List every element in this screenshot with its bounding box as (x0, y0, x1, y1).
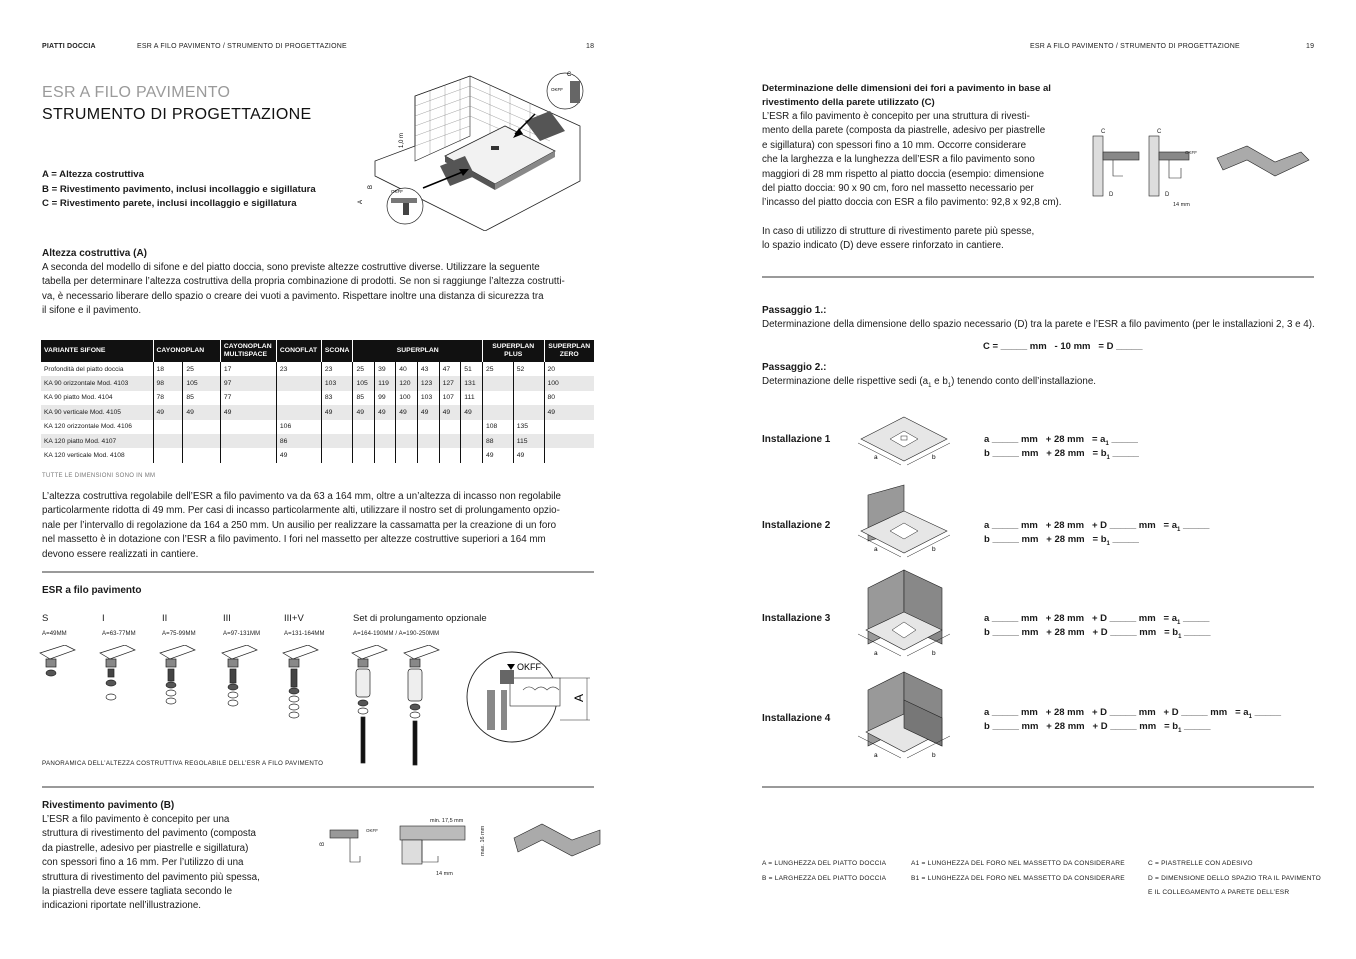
table-row-label: KA 90 piatto Mod. 4104 (41, 391, 153, 405)
text-line: mento della parete (composta da piastrelle, adesivo per piastrelle (762, 125, 1046, 137)
installazione-label: Installazione 1 (762, 434, 831, 445)
text-line: maggiori di 28 mm rispetto al piatto doccia (esempio: dimensione (762, 168, 1045, 180)
table-cell: 86 (276, 434, 321, 448)
text-line: nel massetto è in dotazione con l’ESR a filo pavimento. I fori nel massetto per altezze costruttive superiori a 164 mm (42, 534, 546, 546)
fori-extra-text (762, 225, 1082, 254)
header-subtitle-right: ESR A FILO PAVIMENTO / STRUMENTO DI PROGETTAZIONE (1030, 43, 1240, 50)
stage-range: A=164-190MM / A=190-250MM (353, 631, 440, 637)
header-subtitle: ESR A FILO PAVIMENTO / STRUMENTO DI PROGETTAZIONE (137, 43, 347, 50)
legend-item: C = Rivestimento parete, inclusi incollaggio e sigillatura (42, 198, 297, 209)
fori-w-label: 14 mm (1173, 202, 1190, 208)
legend-item: B = Rivestimento pavimento, inclusi incollaggio e sigillatura (42, 183, 316, 195)
text-line: lo spazio indicato (D) deve essere rinforzato in cantiere. (762, 240, 1004, 252)
fori-text (762, 110, 1082, 211)
installazione-label: Installazione 4 (762, 713, 831, 724)
table-cell (544, 420, 594, 434)
table-cell (417, 434, 439, 448)
table-cell (375, 448, 396, 462)
table-cell: 103 (417, 391, 439, 405)
table-cell (353, 434, 375, 448)
divider (42, 571, 594, 573)
table-cell (513, 405, 544, 419)
table-cell (482, 391, 513, 405)
table-header: CONOFLAT (276, 340, 321, 362)
table-cell: 85 (353, 391, 375, 405)
formula-row: a _____ mm + 28 mm + D _____ mm + D _____ mm = $a_1$ _____ (984, 707, 1281, 720)
text-line: L’ESR a filo pavimento è concepito per una (42, 814, 230, 825)
table-header: VARIANTE SIFONE (41, 340, 153, 362)
fori-d-label-2: D (1165, 192, 1170, 198)
heading-line: Determinazione delle dimensioni dei fori a pavimento in base al (762, 83, 1051, 94)
installazione-1-drawing (852, 415, 957, 475)
table-header: SUPERPLAN PLUS (482, 340, 544, 362)
table-row-label: KA 120 verticale Mod. 4108 (41, 448, 153, 462)
regolabile-text (42, 490, 602, 562)
table-header: CAYONOPLAN MULTISPACE (220, 340, 276, 362)
table-cell: 80 (547, 394, 556, 402)
text-line: L’altezza costruttiva regolabile dell’ESR a filo pavimento va da 63 a 164 mm, oltre a un’altezza di incasso non regolabile (42, 491, 561, 502)
passaggio1-heading: Passaggio 1.: (762, 305, 827, 316)
table-cell: 49 (417, 405, 439, 419)
table-cell: 39 (375, 362, 396, 376)
table-cell (544, 448, 594, 462)
header-section: PIATTI DOCCIA (42, 43, 96, 50)
table-cell: 85 (183, 391, 221, 405)
stage-label: Set di prolungamento opzionale (353, 613, 487, 624)
text-line: del piatto doccia: 90 x 90 cm, foro nel massetto necessario per (762, 183, 1034, 195)
table-cell: 98 (153, 376, 183, 390)
esr-heading: ESR a filo pavimento (42, 585, 142, 596)
footer-note: A1 = LUNGHEZZA DEL FORO NEL MASSETTO DA CONSIDERARE (911, 860, 1125, 867)
rivestimento-detail (312, 812, 602, 884)
table-cell (321, 434, 353, 448)
diagram-okff-label: OKFF (551, 87, 563, 92)
table-cell (183, 434, 221, 448)
table-cell: 49 (513, 448, 544, 462)
text-line: struttura di rivestimento del pavimento più spessa, (42, 871, 260, 883)
installazione-2-drawing (852, 483, 957, 565)
fori-detail (1085, 124, 1315, 212)
table-row-label: KA 90 verticale Mod. 4105 (41, 405, 153, 419)
diagram-c-label: C (567, 72, 572, 78)
formula-row: b _____ mm + 28 mm = $b_1$ _____ (984, 448, 1139, 461)
table-cell: 18 (153, 362, 183, 376)
heading-line: rivestimento della parete utilizzato (C) (762, 97, 935, 109)
text-line: da piastrelle, adesivo per piastrelle e sigillatura) (42, 842, 249, 854)
table-cell: 105 (183, 376, 221, 390)
table-cell (544, 434, 594, 448)
altezza-table (41, 340, 594, 463)
footer-note: C = PIASTRELLE CON ADESIVO (1148, 860, 1253, 867)
table-cell: 105 (353, 376, 375, 390)
fori-okff-label: OKFF (1185, 150, 1197, 155)
table-row (41, 434, 594, 448)
text-line: particolarmente ridotta di 49 mm. Per casi di incasso particolarmente alti, utilizzare il nostro set di prolungamento opzio- (42, 505, 560, 517)
table-cell (220, 420, 276, 434)
text-line: devono essere realizzati in cantiere. (42, 548, 199, 560)
table-cell: 100 (396, 391, 418, 405)
installazione-label: Installazione 2 (762, 520, 831, 531)
fori-c-label-2: C (1157, 129, 1162, 135)
riv-b-label: B (320, 841, 326, 846)
table-cell: 123 (417, 376, 439, 390)
table-cell (353, 420, 375, 434)
table-cell (183, 420, 221, 434)
formula-row: b _____ mm + 28 mm + D _____ mm = $b_1$ _____ (984, 627, 1211, 640)
rivestimento-heading: Rivestimento pavimento (B) (42, 800, 175, 811)
stage-range: A=75-99MM (162, 631, 196, 637)
text-line: tabella per determinare l’altezza costruttiva della propria combinazione di prodotti. Se non si raggiunge l’altezza costrutti- (42, 276, 565, 288)
table-cell: 88 (482, 434, 513, 448)
table-row (41, 391, 594, 405)
iso-b-label: b (932, 752, 936, 759)
diagram-height-label: 1,0 m (399, 132, 405, 148)
stage-label: S (42, 613, 49, 624)
table-cell (321, 448, 353, 462)
passaggio2-heading: Passaggio 2.: (762, 362, 827, 373)
table-cell (439, 448, 461, 462)
table-header: SUPERPLAN ZERO (544, 340, 594, 362)
table-cell: 49 (220, 405, 276, 419)
table-cell: 47 (439, 362, 461, 376)
table-cell (375, 420, 396, 434)
table-cell: 49 (544, 405, 594, 419)
altezza-heading: Altezza costruttiva (A) (42, 248, 148, 259)
diagram-okff-label-2: OKFF (391, 189, 403, 194)
table-cell: 97 (220, 376, 276, 390)
stage-label: III (223, 613, 231, 624)
table-cell: 131 (461, 376, 483, 390)
page-number: 18 (586, 43, 595, 50)
table-cell: 43 (417, 362, 439, 376)
text-line: L’ESR a filo pavimento è concepito per una struttura di rivesti- (762, 111, 1030, 122)
table-cell: 106 (276, 420, 321, 434)
stage-label: I (102, 613, 105, 624)
table-row-label: KA 120 orizzontale Mod. 4106 (41, 420, 153, 434)
riv-w-label: 14 mm (436, 871, 453, 877)
table-cell: 20 (547, 365, 556, 373)
table-header: CAYONOPLAN (153, 340, 220, 362)
table-cell: 23 (276, 362, 321, 376)
table-cell (220, 434, 276, 448)
legend-item: A = Altezza costruttiva (42, 169, 144, 180)
table-cell: 127 (439, 376, 461, 390)
detail-okff-label: OKFF (517, 662, 541, 672)
legend (42, 168, 316, 212)
stage-range: A=97-131MM (223, 631, 261, 637)
riv-min-label: min. 17,5 mm (430, 818, 464, 824)
table-cell: 23 (321, 362, 353, 376)
divider (762, 276, 1314, 278)
table-cell: 83 (321, 391, 353, 405)
stage-drawings (38, 645, 458, 770)
text-line: l’incasso del piatto doccia con ESR a filo pavimento: 92,8 x 92,8 cm). (762, 197, 1062, 209)
text-line: In caso di utilizzo di strutture di rivestimento parete più spesse, (762, 226, 1035, 237)
table-cell (439, 434, 461, 448)
table-cell: 120 (396, 376, 418, 390)
iso-b-label: b (932, 650, 936, 657)
installazione-4-drawing (852, 670, 957, 766)
table-cell (396, 434, 418, 448)
passaggio1-text: Determinazione della dimensione dello spazio necessario (D) tra la parete e l’ESR a filo pavimento (per le installazioni 2, 3 e 4). (762, 319, 1315, 330)
table-cell: 25 (353, 362, 375, 376)
table-cell: 119 (375, 376, 396, 390)
table-cell (396, 420, 418, 434)
text-line: e sigillatura) con spessori fino a 10 mm. Occorre considerare (762, 139, 1027, 151)
table-cell: 100 (544, 376, 594, 390)
table-cell: 77 (220, 391, 276, 405)
text-line: il sifone e il pavimento. (42, 305, 142, 317)
text-line: indicazioni riportate nell’illustrazione. (42, 900, 202, 912)
stage-label: III+V (284, 613, 304, 624)
table-cell (276, 391, 321, 405)
table-cell: 111 (461, 391, 483, 405)
table-row-label: KA 120 piatto Mod. 4107 (41, 434, 153, 448)
table-cell: 78 (153, 391, 183, 405)
table-cell (276, 405, 321, 419)
table-cell: 49 (439, 405, 461, 419)
table-cell (153, 448, 183, 462)
table-cell: 25 (482, 362, 513, 376)
table-cell: 107 (439, 391, 461, 405)
table-cell: 108 (482, 420, 513, 434)
footer-note: B1 = LUNGHEZZA DEL FORO NEL MASSETTO DA CONSIDERARE (911, 875, 1125, 882)
formula-row: a _____ mm + 28 mm + D _____ mm = $a_1$ _____ (984, 520, 1210, 533)
table-cell: 99 (375, 391, 396, 405)
table-cell: 49 (353, 405, 375, 419)
stage-range: A=131-164MM (284, 631, 325, 637)
divider (42, 786, 594, 788)
table-header: SCONA (321, 340, 353, 362)
table-cell: 49 (375, 405, 396, 419)
formula-row: b _____ mm + 28 mm = $b_1$ _____ (984, 534, 1139, 547)
detail-a-label: A (572, 693, 586, 702)
table-cell (321, 420, 353, 434)
table-cell: 49 (396, 405, 418, 419)
table-cell (276, 376, 321, 390)
page-title-line1: ESR A FILO PAVIMENTO (42, 84, 231, 101)
table-cell (513, 391, 544, 405)
esr-caption: PANORAMICA DELL’ALTEZZA COSTRUTTIVA REGOLABILE DELL’ESR A FILO PAVIMENTO (42, 760, 324, 767)
table-row-label: Profondità del piatto doccia (41, 362, 153, 376)
footer-note: E IL COLLEGAMENTO A PARETE DELL’ESR (1148, 889, 1290, 896)
rivestimento-text (42, 813, 302, 914)
table-cell: 49 (153, 405, 183, 419)
formula-row: a _____ mm + 28 mm + D _____ mm = $a_1$ _____ (984, 613, 1210, 626)
table-row (41, 448, 594, 462)
stage-range: A=49MM (42, 631, 67, 637)
stage-range: A=63-77MM (102, 631, 136, 637)
table-cell (513, 376, 544, 390)
table-cell (417, 420, 439, 434)
passaggio1-formula: C = _____ mm - 10 mm = D _____ (983, 341, 1143, 352)
table-row (41, 405, 594, 419)
table-cell: 135 (513, 420, 544, 434)
table-row (41, 376, 594, 390)
page-number-right: 19 (1306, 43, 1315, 50)
diagram-b-label: B (368, 184, 374, 189)
riv-okff-label: OKFF (366, 828, 378, 833)
formula-row: b _____ mm + 28 mm + D _____ mm = $b_1$ _____ (984, 721, 1211, 734)
table-cell: 51 (461, 362, 483, 376)
table-cell (396, 448, 418, 462)
text-line: la piastrella deve essere tagliata secondo le (42, 886, 233, 898)
table-cell: 49 (183, 405, 221, 419)
text-line: va, è necessario liberare dello spazio o creare dei vuoti a pavimento. Rispettare inoltre una distanza di sicurezza tra (42, 290, 544, 302)
fori-d-label: D (1109, 192, 1114, 198)
passaggio2-text: Determinazione delle rispettive sedi ($a_1$ e $b_1$) tenendo conto dell’installazione. (762, 376, 1096, 389)
fori-c-label: C (1101, 129, 1106, 135)
table-row-label: KA 90 orizzontale Mod. 4103 (41, 376, 153, 390)
table-header: SUPERPLAN (353, 340, 483, 362)
table-cell: 40 (396, 362, 418, 376)
formula-row: a _____ mm + 28 mm = $a_1$ _____ (984, 434, 1138, 447)
text-line: nale per l’intervallo di regolazione da 164 a 250 mm. Un ausilio per realizzare la cassamatta per la creazione di un foro (42, 519, 557, 531)
table-cell (461, 434, 483, 448)
footer-note: D = DIMENSIONE DELLO SPAZIO TRA IL PAVIMENTO (1148, 875, 1322, 882)
table-cell (353, 448, 375, 462)
iso-a-label: a (874, 454, 878, 461)
diagram-a-label: A (358, 199, 364, 204)
table-cell: 17 (220, 362, 276, 376)
iso-a-label: a (874, 752, 878, 759)
table-cell: 115 (513, 434, 544, 448)
table-cell: 52 (513, 362, 544, 376)
table-cell: 25 (183, 362, 221, 376)
table-cell: 49 (276, 448, 321, 462)
iso-b-label: b (932, 546, 936, 553)
table-cell (482, 376, 513, 390)
table-cell (183, 448, 221, 462)
divider (762, 786, 1314, 788)
fori-heading (762, 82, 1051, 111)
table-cell (153, 434, 183, 448)
text-line: con spessori fino a 16 mm. Per l’utilizzo di una (42, 857, 244, 869)
table-cell (439, 420, 461, 434)
footer-note: A = LUNGHEZZA DEL PIATTO DOCCIA (762, 860, 887, 867)
table-cell: 49 (461, 405, 483, 419)
table-cell (461, 448, 483, 462)
text-line: struttura di rivestimento del pavimento (composta (42, 828, 256, 840)
table-cell: 49 (321, 405, 353, 419)
iso-a-label: a (874, 546, 878, 553)
iso-a-label: a (874, 650, 878, 657)
text-line: A seconda del modello di sifone e del piatto doccia, sono previste altezze costruttive diverse. Utilizzare la seguente (42, 262, 540, 273)
table-note: TUTTE LE DIMENSIONI SONO IN MM (42, 473, 156, 479)
table-cell (153, 420, 183, 434)
table-cell: 103 (321, 376, 353, 390)
altezza-text (42, 261, 602, 319)
footer-note: B = LARGHEZZA DEL PIATTO DOCCIA (762, 875, 887, 882)
riv-max-label: max. 16 mm (480, 825, 486, 856)
installazione-3-drawing (852, 568, 957, 664)
page-title-line2: STRUMENTO DI PROGETTAZIONE (42, 106, 312, 123)
stage-label: II (162, 613, 168, 624)
iso-b-label: b (932, 454, 936, 461)
table-cell (375, 434, 396, 448)
okff-detail (465, 650, 600, 745)
text-line: che la larghezza e la lunghezza dell’ESR a filo pavimento sono (762, 154, 1035, 166)
table-cell (220, 448, 276, 462)
table-row (41, 420, 594, 434)
table-row (41, 362, 594, 376)
installazione-label: Installazione 3 (762, 613, 831, 624)
shower-tray-diagram (355, 66, 585, 231)
table-cell (461, 420, 483, 434)
table-cell (417, 448, 439, 462)
table-cell (482, 405, 513, 419)
table-cell: 49 (482, 448, 513, 462)
